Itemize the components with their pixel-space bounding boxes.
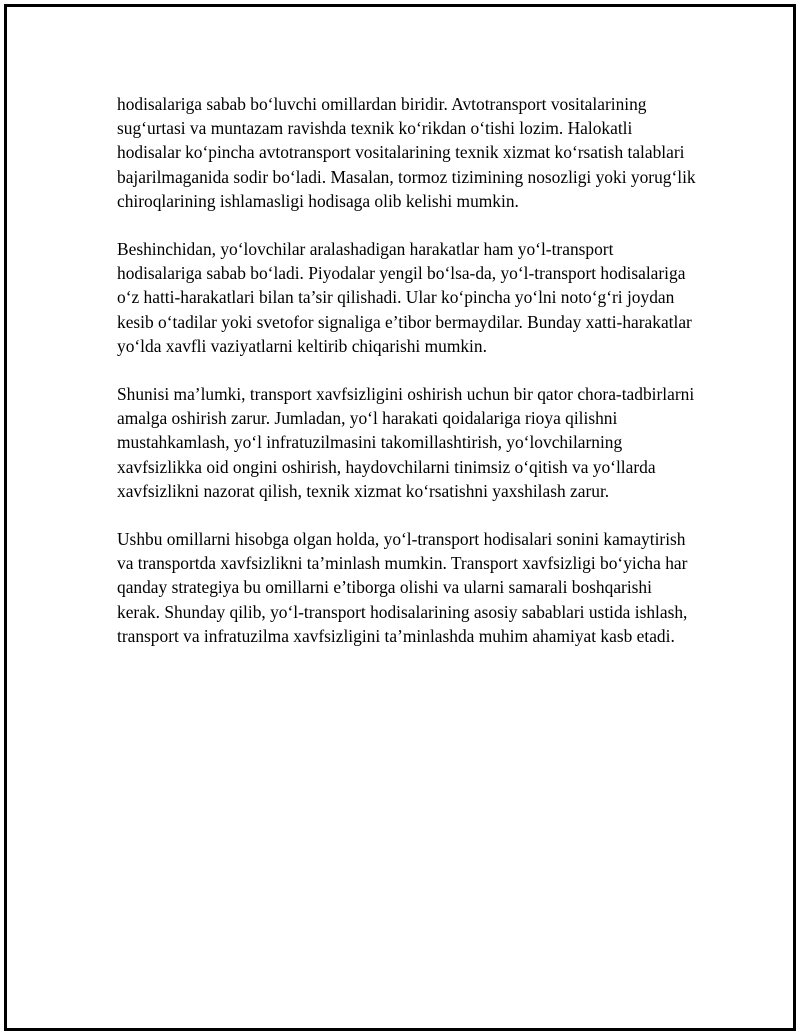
paragraph-3: Shunisi ma’lumki, transport xavfsizligini oshirish uchun bir qator chora-tadbirlarni amalga oshirish zarur. Jumladan, yo‘l harakati qoidalariga rioya qilishni mustahkamlash, yo‘l infratuzilmasini takomillashtirish, yo‘lovchilarning xavfsizlikka oid ongini oshirish, haydovchilarni tinimsiz o‘qitish va yo‘llarda xavfsizlikni nazorat qilish, texnik xizmat ko‘rsatishni yaxshilash zarur. [117, 384, 695, 501]
paragraph-4: Ushbu omillarni hisobga olgan holda, yo‘l-transport hodisalari sonini kamaytirish va transportda xavfsizlikni ta’minlash mumkin. Transport xavfsizligi bo‘yicha har qanday strategiya bu omillarni e’tiborga olishi va ularni samarali boshqarishi kerak. Shunday qilib, yo‘l-transport hodisalarining asosiy sabablari ustida ishlash, transport va infratuzilma xavfsizligini ta’minlashda muhim ahamiyat kasb etadi. [117, 529, 688, 646]
paragraph-1: hodisalariga sabab bo‘luvchi omillardan biridir. Avtotransport vositalarining sug‘urtasi va muntazam ravishda texnik ko‘rikdan o‘tishi lozim. Halokatli hodisalar ko‘pincha avtotransport vositalarining texnik xizmat ko‘rsatish talablari bajarilmaganida sodir bo‘ladi. Masalan, tormoz tizimining nosozligi yoki yorug‘lik chiroqlarining ishlamasligi hodisaga olib kelishi mumkin. [117, 94, 696, 211]
paragraph-2: Beshinchidan, yo‘lovchilar aralashadigan harakatlar ham yo‘l-transport hodisalariga sabab bo‘ladi. Piyodalar yengil bo‘lsa-da, yo‘l-transport hodisalariga o‘z hatti-harakatlari bilan ta’sir qilishadi. Ular ko‘pincha yo‘lni noto‘g‘ri joydan kesib o‘tadilar yoki svetofor signaliga e’tibor bermaydilar. Bunday xatti-harakatlar yo‘lda xavfli vaziyatlarni keltirib chiqarishi mumkin. [117, 239, 692, 356]
document-body [117, 92, 697, 672]
